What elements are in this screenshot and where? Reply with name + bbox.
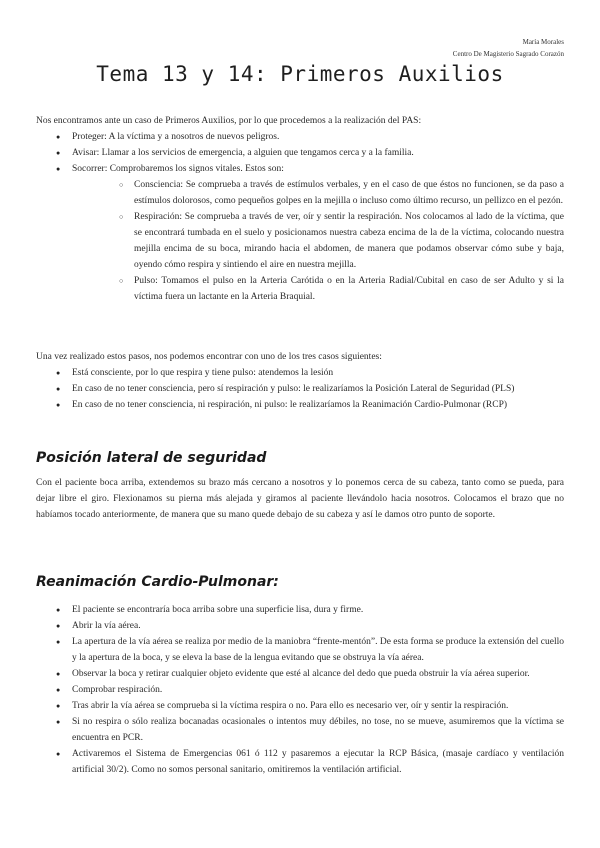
- cases-paragraph: Una vez realizado estos pasos, nos podemos encontrar con uno de los tres casos siguientes:: [36, 352, 382, 362]
- list-item: ● En caso de no tener consciencia, pero sí respiración y pulso: le realizaríamos la Posición Lateral de Seguridad (PLS): [36, 381, 564, 397]
- sublist-item: ○ Pulso: Tomamos el pulso en la Arteria Carótida o en la Arteria Radial/Cubital en caso de ser Adulto y si la víctima fuera un lactante en la Arteria Braquial.: [112, 273, 564, 305]
- pls-paragraph: Con el paciente boca arriba, extendemos su brazo más cercano a nosotros y lo ponemos cerca de su cabeza, tanto como se pueda, para dejar libre el giro. Flexionamos su pierna más alejada y giramos al paciente llevándolo hacia nosotros. Colocamos el brazo que no habíamos tocado anteriormente, de manera que su mano quede debajo de su cabeza y así le damos otro punto de soporte.: [36, 478, 564, 520]
- list-item: ● Activaremos el Sistema de Emergencias 061 ó 112 y pasaremos a ejecutar la RCP Básica, (masaje cardíaco y ventilación artificial 30/2). Como no somos personal sanitario, omitiremos la ventilación artificial.: [36, 746, 564, 778]
- sublist-item: ○ Respiración: Se comprueba a través de ver, oír y sentir la respiración. Nos colocamos al lado de la víctima, que se encontrará tumbada en el suelo y posicionamos nuestra cabeza encima de la de la víctima, colocando nuestra mejilla encima de su boca, mirando hacia el abdomen, de manera que podamos observar cómo sube y baja, oyendo cómo respira y sintiendo el aire en nuestra mejilla.: [112, 209, 564, 273]
- intro-section: [36, 113, 564, 305]
- list-item: ● Observar la boca y retirar cualquier objeto evidente que esté al alcance del dedo que pueda obstruir la vía aérea superior.: [36, 666, 564, 682]
- author-name: María Morales: [522, 38, 564, 46]
- vital-signs-list: [112, 177, 564, 305]
- list-item-text: Socorrer: Comprobaremos los signos vitales. Estos son:: [72, 164, 284, 174]
- list-item: ● Proteger: A la víctima y a nosotros de nuevos peligros.: [36, 129, 564, 145]
- sublist-item: ○ Consciencia: Se comprueba a través de estímulos verbales, y en el caso de que éstos no funcionen, se da paso a estímulos dolorosos, como pequeños golpes en la mejilla o incluso como último recurso, un pellizco en el pezón.: [112, 177, 564, 209]
- rcp-heading: Reanimación Cardio-Pulmonar:: [36, 574, 279, 590]
- rcp-section: [36, 602, 564, 778]
- school-name: Centro De Magisterio Sagrado Corazón: [452, 50, 564, 58]
- header-meta: [453, 36, 564, 60]
- cases-list: [36, 365, 564, 413]
- list-item: ● En caso de no tener consciencia, ni respiración, ni pulso: le realizaríamos la Reanimación Cardio-Pulmonar (RCP): [36, 397, 564, 413]
- list-item: ● Abrir la vía aérea.: [36, 618, 564, 634]
- pas-list: [36, 129, 564, 305]
- list-item: ● La apertura de la vía aérea se realiza por medio de la maniobra “frente-mentón”. De esta forma se produce la extensión del cuello y la apertura de la boca, y se eleva la base de la lengua evitando que se obstruya la vía aérea.: [36, 634, 564, 666]
- rcp-list: [36, 602, 564, 778]
- intro-paragraph: Nos encontramos ante un caso de Primeros Auxilios, por lo que procedemos a la realización del PAS:: [36, 116, 422, 126]
- list-item: [36, 161, 564, 305]
- list-item: ● Tras abrir la vía aérea se comprueba si la víctima respira o no. Para ello es necesario ver, oír y sentir la respiración.: [36, 698, 564, 714]
- page-title: Tema 13 y 14: Primeros Auxilios: [96, 62, 504, 86]
- cases-section: [36, 349, 564, 413]
- list-item: ● El paciente se encontraría boca arriba sobre una superficie lisa, dura y firme.: [36, 602, 564, 618]
- list-item: ● Avisar: Llamar a los servicios de emergencia, a alguien que tengamos cerca y a la familia.: [36, 145, 564, 161]
- pls-heading: Posición lateral de seguridad: [36, 450, 267, 466]
- pls-section: [36, 475, 564, 523]
- list-item: ● Comprobar respiración.: [36, 682, 564, 698]
- list-item: ● Está consciente, por lo que respira y tiene pulso: atendemos la lesión: [36, 365, 564, 381]
- list-item: ● Si no respira o sólo realiza bocanadas ocasionales o intentos muy débiles, no tose, no se mueve, asumiremos que la víctima se encuentra en PCR.: [36, 714, 564, 746]
